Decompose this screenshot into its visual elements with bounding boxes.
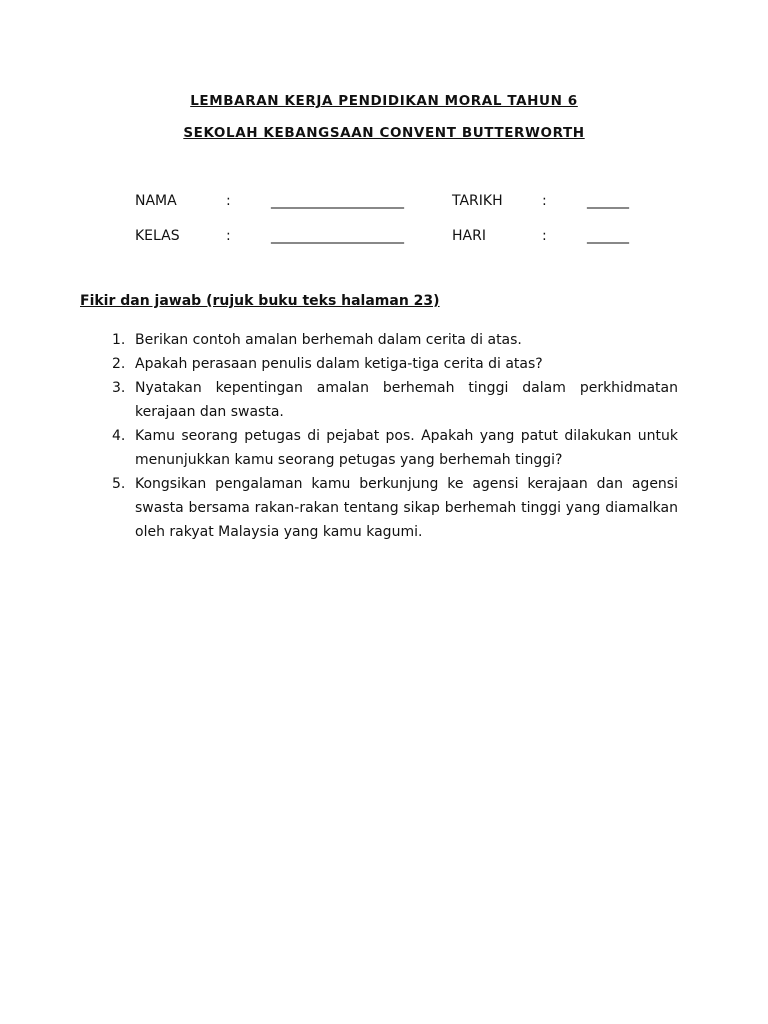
kelas-colon: :	[226, 228, 231, 244]
question-number: 5.	[112, 476, 126, 492]
question-number: 3.	[112, 380, 126, 396]
nama-blank: ___________________	[271, 193, 404, 209]
school-name: SEKOLAH KEBANGSAAN CONVENT BUTTERWORTH	[183, 125, 585, 141]
nama-colon: :	[226, 193, 231, 209]
question-item	[0, 352, 768, 376]
question-item	[0, 328, 768, 352]
question-item	[0, 472, 768, 544]
field-row-kelas-hari	[0, 228, 768, 250]
tarikh-label: TARIKH	[452, 193, 503, 209]
question-text: Nyatakan kepentingan amalan berhemah tinggi dalam perkhidmatan kerajaan dan swasta.	[135, 380, 678, 420]
question-text: Apakah perasaan penulis dalam ketiga-tiga cerita di atas?	[135, 356, 543, 372]
question-text: Kamu seorang petugas di pejabat pos. Apakah yang patut dilakukan untuk menunjukkan kamu seorang petugas yang berhemah tinggi?	[135, 428, 678, 468]
question-text: Kongsikan pengalaman kamu berkunjung ke agensi kerajaan dan agensi swasta bersama rakan-rakan tentang sikap berhemah tinggi yang diamalkan oleh rakyat Malaysia yang kamu kagumi.	[135, 476, 678, 540]
hari-colon: :	[542, 228, 547, 244]
hari-blank: ______	[587, 228, 629, 244]
tarikh-colon: :	[542, 193, 547, 209]
question-text: Berikan contoh amalan berhemah dalam cerita di atas.	[135, 332, 522, 348]
worksheet-title: LEMBARAN KERJA PENDIDIKAN MORAL TAHUN 6	[190, 93, 578, 109]
field-row-nama-tarikh	[0, 193, 768, 215]
question-number: 2.	[112, 356, 126, 372]
question-number: 4.	[112, 428, 126, 444]
question-item	[0, 376, 768, 424]
nama-label: NAMA	[135, 193, 177, 209]
question-item	[0, 424, 768, 472]
kelas-blank: ___________________	[271, 228, 404, 244]
section-heading: Fikir dan jawab (rujuk buku teks halaman 23)	[80, 293, 440, 309]
hari-label: HARI	[452, 228, 486, 244]
tarikh-blank: ______	[587, 193, 629, 209]
question-number: 1.	[112, 332, 126, 348]
kelas-label: KELAS	[135, 228, 180, 244]
question-list	[0, 328, 768, 544]
